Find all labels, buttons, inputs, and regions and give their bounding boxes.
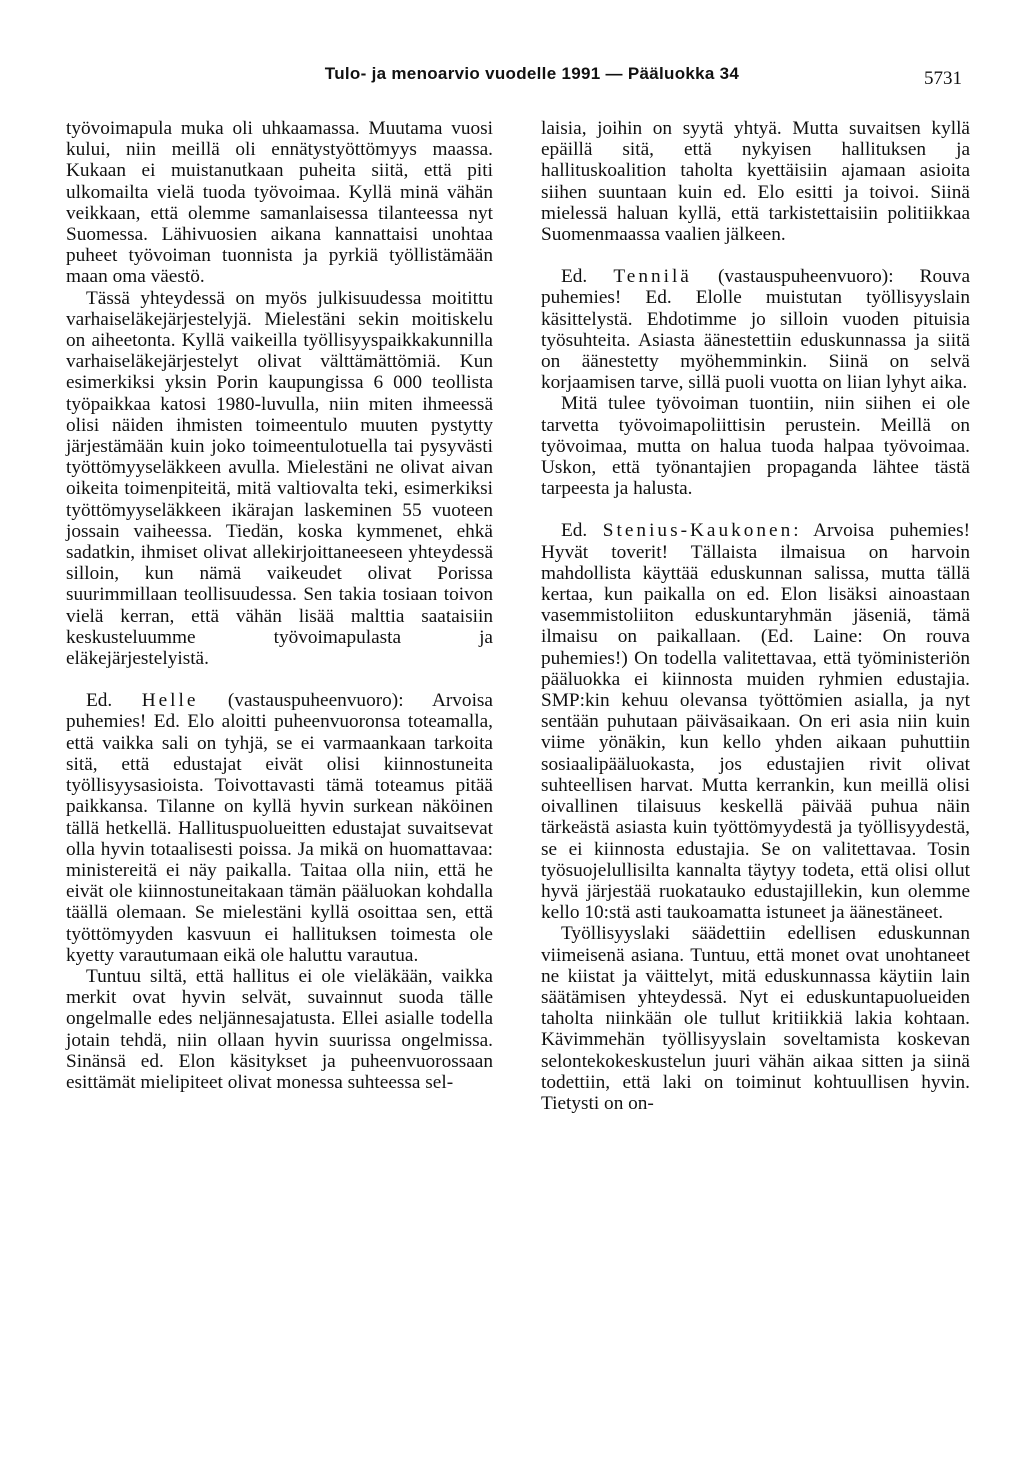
paragraph: Työllisyyslaki säädettiin edellisen eduskunnan viimeisenä asiana. Tuntuu, että monet ovat unohtaneet ne kiistat ja väittelyt, mitä eduskunnassa käytiin lain säätämisen yhteydessä. Nyt ei eduskuntapuolueiden taholta niinkään ole tullut kritiikkiä lakia kohtaan. Kävimmehän työllisyyslain soveltamista koskevan selontekokeskustelun juuri vähän aikaa sitten ja siinä todettiin, että laki on toiminut kohtuullisen hyvin. Tietysti on on- bbox=[541, 923, 970, 1114]
speech-text: : Arvoisa puhemies! Hyvät toverit! Tällaista ilmaisua on harvoin mahdollista käyttää eduskunnan salissa, mutta tällä kertaa, kun paikalla on ed. Elon lisäksi ainoastaan vasemmistoliiton eduskuntaryhmän jäseniä, tämä ilmaisu on paikallaan. (Ed. Laine: On rouva puhemies!) On todella valitettavaa, että työministeriön pääluokka ei kiinnosta muiden ryhmien edustajia. SMP:kin kehuu olevansa työttömien asialla, ja nyt sentään puhutaan päiväsaikaan. On eri asia niin kuin viime yönäkin, kun kello yhden aikaan puhuttiin sosiaalipääluokasta, jos edustajien rivit olivat suhteellisen harvat. Mutta kerrankin, kun meillä olisi oivallinen tilaisuus keskellä päivää puhua näin tärkeästä asiasta kuin työttömyydestä ja työllisyydestä, se ei kiinnosta edustajia. Se on valitettavaa. Tosin työsuojelullisilta kannalta täytyy todeta, että olisi ollut hyvä järjestää ruokatauko edustajillekin, kun olemme kello 10:stä asti taukoamatta istuneet ja äänestäneet. bbox=[541, 520, 971, 924]
running-header: Tulo- ja menoarvio vuodelle 1991 — Pääluokka 34 bbox=[324, 64, 740, 83]
right-column bbox=[541, 118, 970, 1114]
speaker-name: Stenius-Kaukonen bbox=[602, 520, 794, 542]
speech-tennila bbox=[541, 266, 970, 393]
paragraph: työvoimapula muka oli uhkaamassa. Muutama vuosi kului, niin meillä oli ennätystyöttömyys maassa. Kukaan ei muistanutkaan puheita siitä, että piti ulkomailta vielä tuoda työvoimaa. Kyllä minä vähän veikkaan, että olemme samanlaisessa tilanteessa nyt Suomessa. Lähivuosien aikana kannattaisi unohtaa puheet työvoiman tuonnista ja pyrkiä työllistämään maan oma väestö. bbox=[66, 118, 493, 288]
paragraph: Tässä yhteydessä on myös julkisuudessa moitittu varhaiseläkejärjestelyjä. Mielestäni sekin moitiskelu on aiheetonta. Kyllä vaikeilla työllisyyspaikkakunnilla varhaiseläkejärjestelyt olivat välttämättömiä. Kun esimerkiksi yksin Porin kaupungissa 6 000 teollista työpaikkaa katosi 1980-luvulla, niin miten ihmeessä olisi näiden ihmisten toimeentulo muuten pystytty järjestämään kuin joko toimeentulotuella tai pysyvästi työttömyyseläkkeen avulla. Mielestäni ne olivat aivan oikeita toimenpiteitä, mitä valtiovalta teki, esimerkiksi työttömyyseläkkeen ikärajan laskeminen 55 vuoteen jossain vaiheessa. Tiedän, koska kymmenet, ehkä sadatkin, ihmiset olivat allekirjoittaneeseen yhteydessä silloin, kun nämä vaikeudet olivat Porissa suurimmillaan teollisuudessa. Sen takia tosiaan toivon vielä kerran, että vähän lisää malttia saataisiin keskusteluumme työvoimapulasta ja eläkejärjestelyistä. bbox=[66, 287, 493, 670]
speech-stenius-kaukonen bbox=[541, 520, 970, 923]
speech-text: (vastauspuheenvuoro): Rouva puhemies! Ed. Elolle muistutan työllisyyslain käsittelystä. Ehdotimme jo silloin vuoden pituisia työsuhteita. Asiasta äänestettiin eduskunnassa ja siitä on äänestetty myöhemminkin. Siinä on selvä korjaamisen tarve, sillä puoli vuotta on liian lyhyt aika. bbox=[541, 266, 970, 394]
page-number: 5731 bbox=[924, 68, 962, 89]
speech-prefix: Ed. bbox=[561, 266, 614, 288]
speech-helle bbox=[66, 690, 493, 966]
paragraph: Mitä tulee työvoiman tuontiin, niin siihen ei ole tarvetta työvoimapoliittisin perustein. Meillä on työvoimaa, mutta on halua tuoda halpaa työvoimaa. Uskon, että työnantajien propaganda lähtee tästä tarpeesta ja halusta. bbox=[541, 393, 970, 500]
left-column bbox=[66, 118, 493, 1093]
speech-text: (vastauspuheenvuoro): Arvoisa puhemies! Ed. Elo aloitti puheenvuoronsa toteamalla, että vaikka sali on tyhjä, se ei varmaankaan tarkoita sitä, että edustajat eivät olisi kiinnostuneita työllisyysasioista. Toivottavasti tämä toteamus pitää paikkansa. Tilanne on kyllä hyvin surkean näköinen tällä hetkellä. Hallituspuolueitten edustajat suvaitsevat olla hyvin totaalisesti poissa. Ja mikä on huomattavaa: ministereitä ei näy paikalla. Taitaa olla niin, että he eivät ole kiinnostuneitakaan tämän pääluokan kohdalla täällä olemaan. Se mielestäni kyllä osoittaa sen, että työttömyyden kasvuun ei hallituksen toimesta ole kyetty varautumaan eikä ole haluttu varautua. bbox=[66, 690, 493, 966]
speaker-name: Helle bbox=[141, 690, 199, 712]
speech-prefix: Ed. bbox=[86, 690, 142, 712]
speaker-name: Tennilä bbox=[613, 266, 692, 288]
paragraph: laisia, joihin on syytä yhtyä. Mutta suvaitsen kyllä epäillä sitä, että nykyisen hallituksen ja hallituskoalition taholta kyettäisiin ajamaan asioita siihen suuntaan kuin ed. Elo esitti ja toivoi. Siinä mielessä haluan kyllä, että tarkistettaisiin politiikkaa Suomenmaassa vaalien jälkeen. bbox=[541, 118, 970, 246]
speech-prefix: Ed. bbox=[561, 520, 603, 542]
paragraph: Tuntuu siltä, että hallitus ei ole vieläkään, vaikka merkit ovat hyvin selvät, suvainnut suoda tälle ongelmalle edes neljännesajatusta. Ellei asialle todella jotain tehdä, niin ollaan hyvin suurissa ongelmissa. Sinänsä ed. Elon käsitykset ja puheenvuorossaan esittämät mielipiteet olivat monessa suhteessa sel- bbox=[66, 965, 493, 1093]
